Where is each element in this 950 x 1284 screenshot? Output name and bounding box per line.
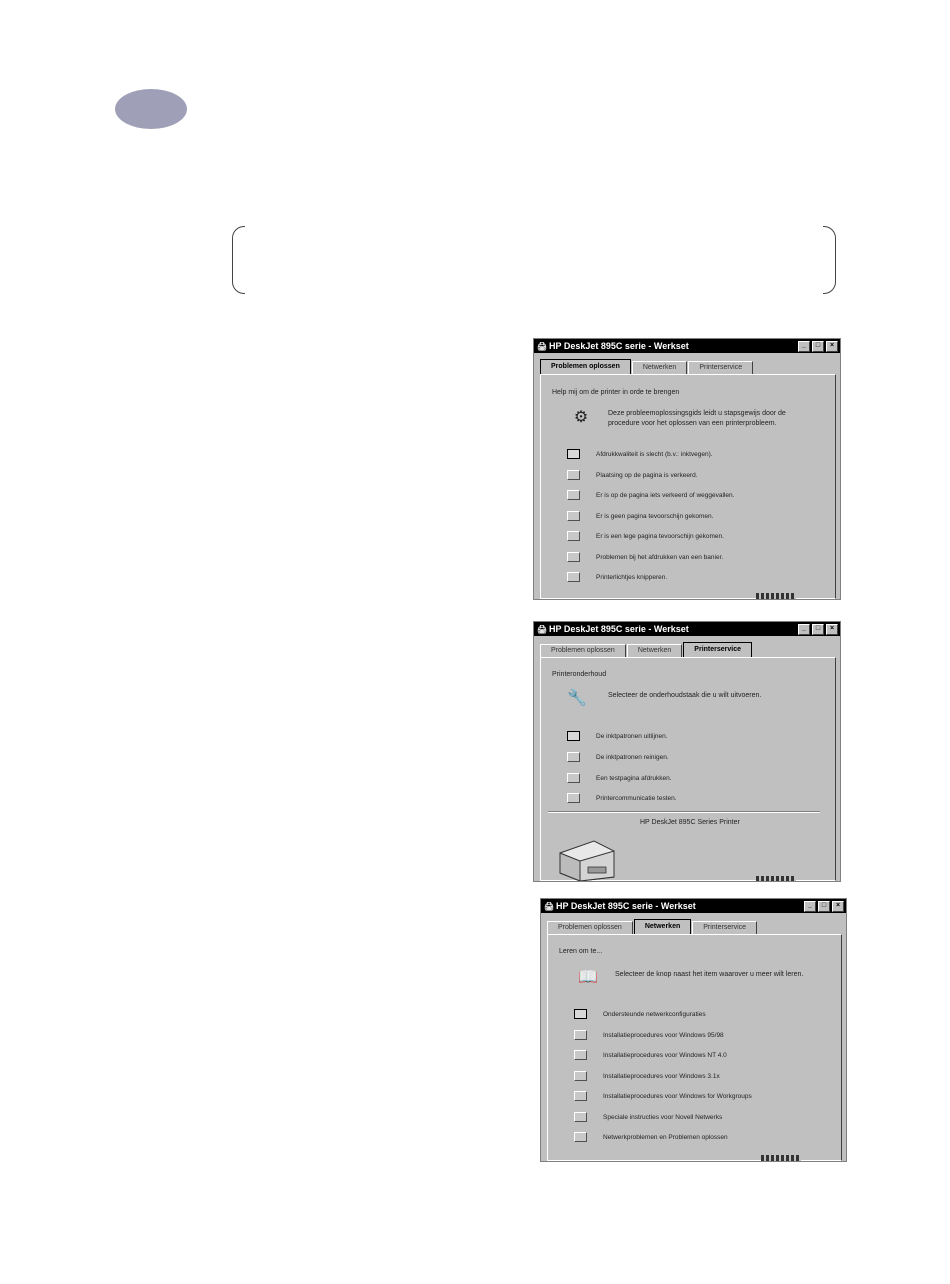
option-button[interactable]	[574, 1050, 587, 1060]
printer-maintenance-icon: 🔧	[567, 690, 587, 707]
option-row[interactable]	[567, 731, 668, 741]
option-row[interactable]	[574, 1030, 724, 1040]
option-button[interactable]	[567, 552, 580, 562]
maximize-button[interactable]: □	[812, 341, 824, 352]
tab-strip	[547, 919, 758, 934]
close-button[interactable]: ×	[826, 624, 838, 635]
tab-problemen-oplossen[interactable]: Problemen oplossen	[547, 921, 633, 934]
option-row[interactable]	[574, 1071, 720, 1081]
network-learn-icon: 📖	[578, 969, 598, 986]
option-row[interactable]	[567, 470, 698, 480]
option-label: Printercommunicatie testen.	[596, 794, 677, 802]
option-row[interactable]	[567, 490, 734, 500]
option-row[interactable]	[567, 773, 672, 783]
tab-netwerken[interactable]: Netwerken	[634, 919, 691, 934]
option-row[interactable]	[574, 1091, 752, 1101]
option-button[interactable]	[574, 1009, 587, 1019]
note-bracket-right	[823, 226, 836, 294]
option-label: Er is op de pagina iets verkeerd of weggevallen.	[596, 491, 735, 499]
tab-netwerken[interactable]: Netwerken	[632, 361, 687, 374]
option-label: Installatieprocedures voor Windows for Workgroups	[603, 1092, 752, 1100]
option-row[interactable]	[567, 531, 724, 541]
option-label: Netwerkproblemen en Problemen oplossen	[603, 1133, 728, 1141]
option-label: Installatieprocedures voor Windows 3.1x	[603, 1072, 720, 1080]
option-row[interactable]	[567, 552, 723, 562]
option-button[interactable]	[574, 1030, 587, 1040]
option-button[interactable]	[574, 1091, 587, 1101]
hp-logo-icon	[756, 593, 796, 599]
maximize-button[interactable]: □	[818, 901, 830, 912]
maximize-button[interactable]: □	[812, 624, 824, 635]
option-row[interactable]	[567, 793, 677, 803]
printer-app-icon: 🖨	[537, 624, 548, 634]
option-button[interactable]	[574, 1132, 587, 1142]
title-bar	[541, 899, 846, 913]
description: Selecteer de onderhoudstaak die u wilt uitvoeren.	[608, 692, 762, 699]
option-button[interactable]	[567, 490, 580, 500]
close-button[interactable]: ×	[826, 341, 838, 352]
troubleshoot-icon: ⚙	[573, 409, 589, 426]
option-row[interactable]	[574, 1132, 728, 1142]
option-label: Plaatsing op de pagina is verkeerd.	[596, 471, 698, 479]
window-title: HP DeskJet 895C serie - Werkset	[556, 901, 696, 911]
note-box	[232, 226, 836, 294]
option-button[interactable]	[567, 531, 580, 541]
minimize-button[interactable]: _	[804, 901, 816, 912]
option-button[interactable]	[567, 511, 580, 521]
option-row[interactable]	[567, 572, 667, 582]
option-label: Speciale instructies voor Novell Netwerks	[603, 1113, 723, 1121]
option-row[interactable]	[574, 1050, 727, 1060]
option-label: Er is geen pagina tevoorschijn gekomen.	[596, 512, 714, 520]
option-label: Printerlichtjes knipperen.	[596, 573, 668, 581]
minimize-button[interactable]: _	[798, 341, 810, 352]
printer-label: HP DeskJet 895C Series Printer	[640, 819, 740, 826]
option-row[interactable]	[567, 752, 669, 762]
description: Deze probleemoplossingsgids leidt u stapsgewijs door de procedure voor het oplossen van een printerprobleem.	[608, 410, 786, 427]
option-label: Installatieprocedures voor Windows NT 4.0	[603, 1051, 727, 1059]
option-label: Een testpagina afdrukken.	[596, 774, 672, 782]
option-button[interactable]	[567, 773, 580, 783]
option-button[interactable]	[567, 752, 580, 762]
tab-printerservice[interactable]: Printerservice	[688, 361, 753, 374]
option-button[interactable]	[567, 793, 580, 803]
tab-strip	[540, 642, 753, 657]
option-row[interactable]	[574, 1112, 722, 1122]
hp-logo-icon	[756, 876, 796, 882]
close-button[interactable]: ×	[832, 901, 844, 912]
option-label: Afdrukkwaliteit is slecht (b.v.: inktvegen).	[596, 450, 713, 458]
werkset-window-troubleshoot	[533, 338, 841, 600]
tab-netwerken[interactable]: Netwerken	[627, 644, 682, 657]
tab-problemen-oplossen[interactable]: Problemen oplossen	[540, 359, 631, 374]
printer-app-icon: 🖨	[537, 341, 548, 351]
note-bracket-left	[232, 226, 245, 294]
option-button[interactable]	[567, 449, 580, 459]
option-button[interactable]	[567, 470, 580, 480]
tab-strip	[540, 359, 754, 374]
option-row[interactable]	[567, 449, 713, 459]
group-label: Printeronderhoud	[552, 671, 607, 678]
option-label: De inktpatronen uitlijnen.	[596, 732, 668, 740]
title-bar	[534, 339, 840, 353]
option-row[interactable]	[574, 1009, 706, 1019]
option-button[interactable]	[574, 1071, 587, 1081]
printer-image-icon	[554, 833, 616, 881]
tab-printerservice[interactable]: Printerservice	[683, 642, 752, 657]
description: Selecteer de knop naast het item waarover u meer wilt leren.	[615, 971, 804, 978]
option-button[interactable]	[567, 731, 580, 741]
werkset-window-netwerken	[540, 898, 847, 1162]
werkset-window-printerservice	[533, 621, 841, 882]
hp-logo-icon	[761, 1155, 801, 1161]
tab-printerservice[interactable]: Printerservice	[692, 921, 757, 934]
group-label: Leren om te...	[559, 948, 603, 955]
option-label: Ondersteunde netwerkconfiguraties	[603, 1010, 706, 1018]
option-label: De inktpatronen reinigen.	[596, 753, 669, 761]
printer-app-icon: 🖨	[544, 901, 555, 911]
option-button[interactable]	[574, 1112, 587, 1122]
group-label: Help mij om de printer in orde te brengen	[552, 389, 680, 396]
window-title: HP DeskJet 895C serie - Werkset	[549, 341, 689, 351]
title-bar	[534, 622, 840, 636]
minimize-button[interactable]: _	[798, 624, 810, 635]
option-label: Er is een lege pagina tevoorschijn gekomen.	[596, 532, 724, 540]
option-row[interactable]	[567, 511, 713, 521]
page-marker-circle	[115, 89, 187, 129]
option-button[interactable]	[567, 572, 580, 582]
window-title: HP DeskJet 895C serie - Werkset	[549, 624, 689, 634]
option-label: Installatieprocedures voor Windows 95/98	[603, 1031, 724, 1039]
option-label: Problemen bij het afdrukken van een banier.	[596, 553, 724, 561]
tab-problemen-oplossen[interactable]: Problemen oplossen	[540, 644, 626, 657]
divider	[548, 811, 820, 813]
